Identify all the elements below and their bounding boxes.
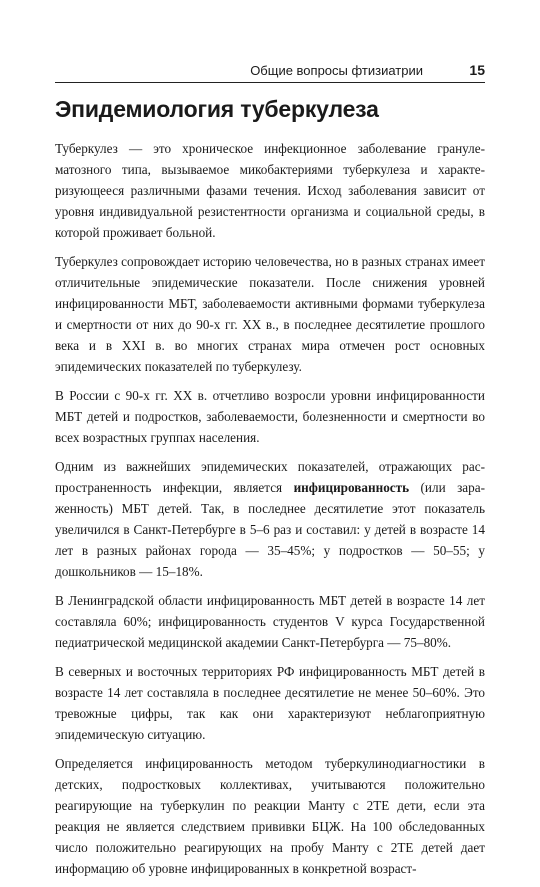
body-text: [55, 138, 485, 887]
page-number: 15: [469, 62, 485, 78]
paragraph-7: Определяется инфицированность методом туберкулинодиагностики в детских, подростковых коллективах, учитываются положительно реагирующие на туберкулин по реакции Манту с 2ТЕ дети, если эта реакция не является следствием прививки БЦЖ. На 100 обследованных число положительно реагирующих на пробу Манту с 2ТЕ детей дает информацию об уровне инфицированных в конкретной возраст-: [55, 756, 485, 876]
paragraph-4-text-after: (или зараженность) МБТ детей. Так, в последнее десятилетие этот показатель увеличился в Санкт-Петербурге в 5–6 раз и составил: у детей в возрасте 14 лет в разных районах города — 35–45%; у подростков — 50–55; у дошкольников — 15–18%.: [55, 480, 485, 579]
paragraph-1: Туберкулез — это хроническое инфекционное заболевание гранулематозного типа, вызываемое микобактериями туберкулеза и характеризующееся различными фазами течения. Исход заболевания зависит от уровня индивидуальной резистентности организма и социальной среды, в которой проживает больной.: [55, 141, 485, 240]
paragraph-4-text-before: Одним из важнейших эпидемических показателей, отражающих распространенность инфекции, является: [55, 459, 485, 495]
paragraph-4: [55, 456, 485, 582]
running-header: [55, 62, 485, 83]
term-infitsirovannost: инфицированность: [293, 480, 410, 495]
paragraph-2: Туберкулез сопровождает историю человечества, но в разных странах имеет отличительные эпидемические показатели. После снижения уровней инфицированности МБТ, заболеваемости активными формами туберкулеза и смертности от них до 90-х гг. XX в., в последнее десятилетие прошлого века и в XXI в. во многих странах мира отмечен рост основных эпидемических показателей по туберкулезу.: [55, 254, 485, 374]
paragraph-5: В Ленинградской области инфицированность МБТ детей в возрасте 14 лет составляла 60%; инфицированность студентов V курса Государственной педиатрической медицинской академии Санкт-Петербурга — 75–80%.: [55, 593, 485, 650]
paragraph-6: В северных и восточных территориях РФ инфицированность МБТ детей в возрасте 14 лет составляла в последнее десятилетие не менее 50–60%. Это тревожные цифры, так как они характеризуют неблагоприятную эпидемическую ситуацию.: [55, 664, 485, 742]
paragraph-3: В России с 90-х гг. XX в. отчетливо возросли уровни инфицированности МБТ детей и подростков, заболеваемости, болезненности и смертности во всех возрастных группах населения.: [55, 388, 485, 445]
running-title: Общие вопросы фтизиатрии: [250, 63, 423, 78]
chapter-title: Эпидемиология туберкулеза: [55, 96, 379, 122]
